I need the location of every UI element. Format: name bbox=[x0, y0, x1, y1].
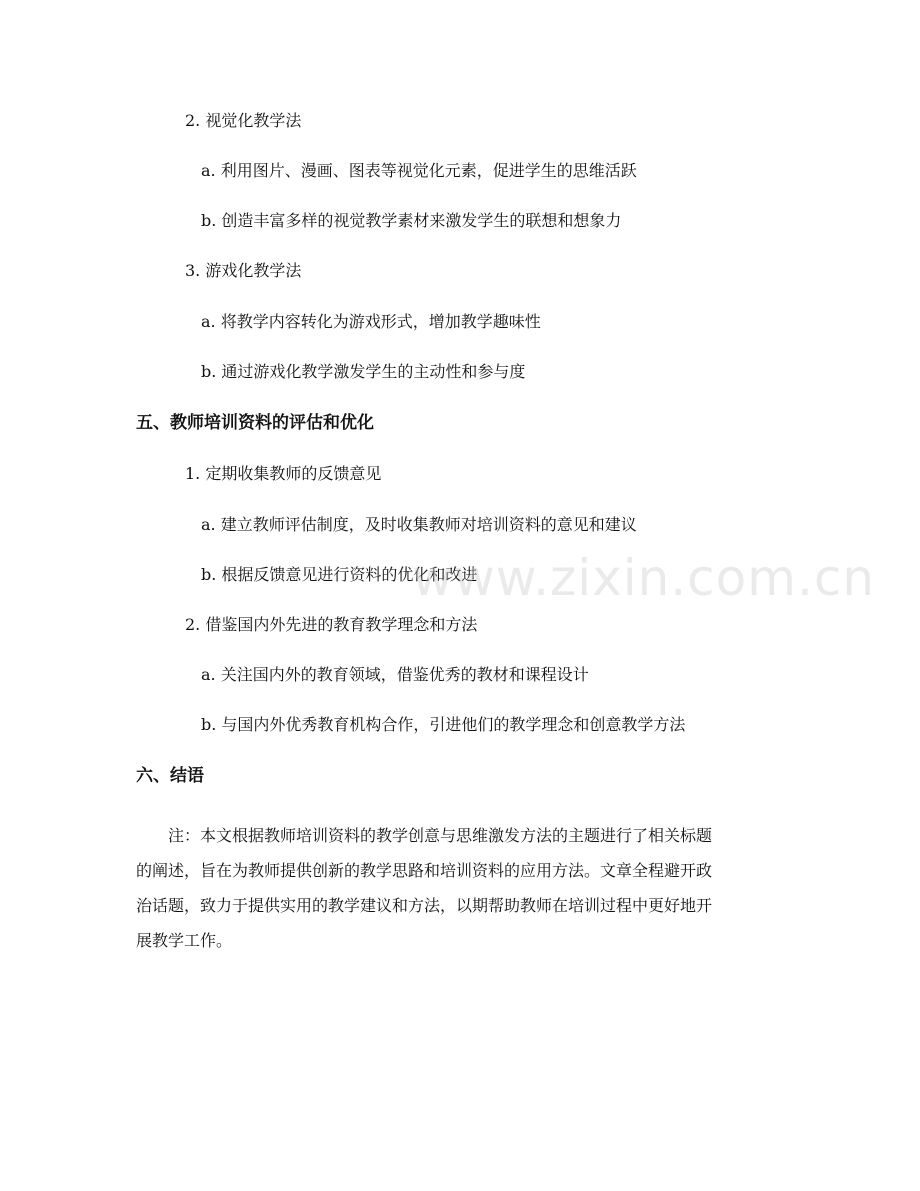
list-item-visual-teaching: 2. 视觉化教学法 bbox=[185, 111, 302, 130]
conclusion-paragraph bbox=[136, 818, 788, 958]
sub-item-learn-abroad-a: a. 关注国内外的教育领域，借鉴优秀的教材和课程设计 bbox=[201, 665, 589, 684]
list-item-feedback: 1. 定期收集教师的反馈意见 bbox=[185, 464, 382, 483]
section-heading-conclusion: 六、结语 bbox=[136, 766, 204, 786]
sub-item-visual-b: b. 创造丰富多样的视觉教学素材来激发学生的联想和想象力 bbox=[201, 211, 622, 230]
note-line: 注：本文根据教师培训资料的教学创意与思维激发方法的主题进行了相关标题 bbox=[168, 826, 713, 845]
section-heading-evaluation: 五、教师培训资料的评估和优化 bbox=[136, 413, 374, 433]
note-line: 的阐述，旨在为教师提供创新的教学思路和培训资料的应用方法。文章全程避开政 bbox=[136, 861, 713, 880]
sub-item-visual-a: a. 利用图片、漫画、图表等视觉化元素，促进学生的思维活跃 bbox=[201, 161, 637, 180]
note-line: 展教学工作。 bbox=[136, 931, 233, 950]
sub-item-feedback-a: a. 建立教师评估制度，及时收集教师对培训资料的意见和建议 bbox=[201, 515, 637, 534]
sub-item-game-a: a. 将教学内容转化为游戏形式，增加教学趣味性 bbox=[201, 312, 541, 331]
sub-item-game-b: b. 通过游戏化教学激发学生的主动性和参与度 bbox=[201, 362, 526, 381]
list-item-game-teaching: 3. 游戏化教学法 bbox=[185, 261, 302, 280]
watermark-text: www.zixin.com.cn bbox=[412, 549, 876, 607]
sub-item-learn-abroad-b: b. 与国内外优秀教育机构合作，引进他们的教学理念和创意教学方法 bbox=[201, 715, 686, 734]
sub-item-feedback-b: b. 根据反馈意见进行资料的优化和改进 bbox=[201, 565, 478, 584]
list-item-learn-abroad: 2. 借鉴国内外先进的教育教学理念和方法 bbox=[185, 615, 478, 634]
note-line: 治话题，致力于提供实用的教学建议和方法，以期帮助教师在培训过程中更好地开 bbox=[136, 896, 713, 915]
